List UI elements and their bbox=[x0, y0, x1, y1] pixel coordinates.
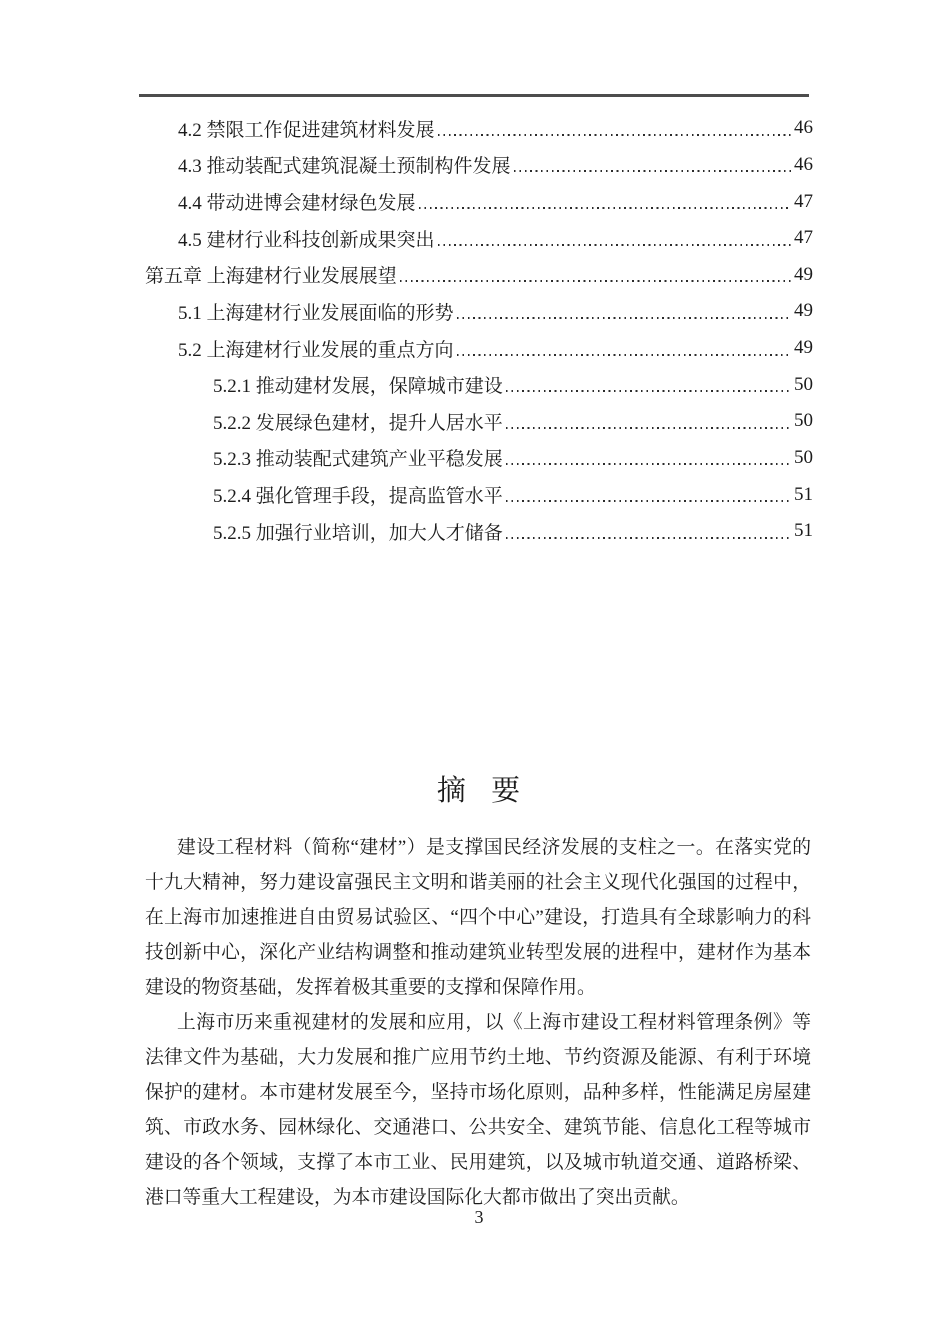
toc-entry[interactable] bbox=[145, 110, 813, 147]
toc-dot-leader bbox=[506, 537, 791, 539]
toc-entry-label: 4.3 推动装配式建筑混凝土预制构件发展 bbox=[178, 156, 511, 178]
paragraph-line: 技创新中心，深化产业结构调整和推动建筑业转型发展的进程中，建材作为基本 bbox=[145, 942, 811, 963]
toc-entry[interactable] bbox=[145, 366, 813, 403]
header-rule bbox=[139, 94, 809, 97]
toc-entry[interactable] bbox=[145, 513, 813, 550]
toc-entry[interactable] bbox=[145, 440, 813, 477]
toc-entry-label: 5.1 上海建材行业发展面临的形势 bbox=[178, 302, 454, 324]
table-of-contents bbox=[145, 110, 813, 550]
toc-entry[interactable] bbox=[145, 403, 813, 440]
toc-entry-page: 50 bbox=[794, 373, 813, 395]
toc-dot-leader bbox=[400, 280, 791, 282]
toc-dot-leader bbox=[506, 463, 791, 465]
toc-dot-leader bbox=[419, 207, 791, 209]
toc-entry-label: 5.2.5 加强行业培训，加大人才储备 bbox=[213, 522, 503, 544]
paragraph-line: 港口等重大工程建设，为本市建设国际化大都市做出了突出贡献。 bbox=[145, 1187, 690, 1208]
toc-entry-label: 5.2.4 强化管理手段，提高监管水平 bbox=[213, 486, 503, 508]
toc-entry-label: 5.2.1 推动建材发展，保障城市建设 bbox=[213, 376, 503, 398]
toc-entry-page: 51 bbox=[794, 483, 813, 505]
toc-entry-label: 5.2.3 推动装配式建筑产业平稳发展 bbox=[213, 449, 503, 471]
toc-dot-leader bbox=[514, 170, 791, 172]
toc-entry-label: 5.2.2 发展绿色建材，提升人居水平 bbox=[213, 412, 503, 434]
toc-entry-label: 5.2 上海建材行业发展的重点方向 bbox=[178, 339, 454, 361]
paragraph-line: 上海市历来重视建材的发展和应用，以《上海市建设工程材料管理条例》等 bbox=[177, 1012, 811, 1033]
paragraph-line: 保护的建材。本市建材发展至今，坚持市场化原则，品种多样，性能满足房屋建 bbox=[145, 1082, 811, 1103]
toc-entry-page: 47 bbox=[794, 227, 813, 249]
toc-entry-page: 50 bbox=[794, 446, 813, 468]
toc-dot-leader bbox=[457, 354, 791, 356]
toc-entry-label: 第五章 上海建材行业发展展望 bbox=[145, 266, 397, 288]
paragraph-line: 建设的各个领域，支撑了本市工业、民用建筑，以及城市轨道交通、道路桥梁、 bbox=[145, 1152, 811, 1173]
paragraph-line: 建设的物资基础，发挥着极其重要的支撑和保障作用。 bbox=[145, 977, 596, 998]
toc-entry[interactable] bbox=[145, 147, 813, 184]
toc-entry[interactable] bbox=[145, 476, 813, 513]
toc-dot-leader bbox=[438, 244, 791, 246]
toc-entry[interactable] bbox=[145, 257, 813, 294]
toc-entry[interactable] bbox=[145, 220, 813, 257]
toc-entry[interactable] bbox=[145, 293, 813, 330]
paragraph-line: 在上海市加速推进自由贸易试验区、“四个中心”建设，打造具有全球影响力的科 bbox=[145, 907, 811, 928]
toc-entry-page: 49 bbox=[794, 263, 813, 285]
toc-entry[interactable] bbox=[145, 183, 813, 220]
page-number: 3 bbox=[474, 1207, 484, 1227]
paragraph-line: 建设工程材料（简称“建材”）是支撑国民经济发展的支柱之一。在落实党的 bbox=[177, 837, 811, 858]
toc-entry-label: 4.2 禁限工作促进建筑材料发展 bbox=[178, 119, 435, 141]
toc-entry-page: 50 bbox=[794, 410, 813, 432]
toc-entry-page: 49 bbox=[794, 337, 813, 359]
abstract-paragraph bbox=[145, 1005, 811, 1215]
toc-entry-label: 4.4 带动进博会建材绿色发展 bbox=[178, 193, 416, 215]
toc-dot-leader bbox=[506, 427, 791, 429]
abstract-paragraph bbox=[145, 830, 811, 1005]
paragraph-line: 筑、市政水务、园林绿化、交通港口、公共安全、建筑节能、信息化工程等城市 bbox=[145, 1117, 811, 1138]
toc-dot-leader bbox=[506, 390, 791, 392]
toc-entry-page: 49 bbox=[794, 300, 813, 322]
toc-entry-page: 51 bbox=[794, 520, 813, 542]
paragraph-line: 法律文件为基础，大力发展和推广应用节约土地、节约资源及能源、有利于环境 bbox=[145, 1047, 811, 1068]
toc-dot-leader bbox=[438, 134, 791, 136]
abstract-heading: 摘 要 bbox=[436, 775, 522, 807]
toc-entry-page: 47 bbox=[794, 190, 813, 212]
toc-dot-leader bbox=[457, 317, 791, 319]
toc-entry-page: 46 bbox=[794, 153, 813, 175]
toc-dot-leader bbox=[506, 500, 791, 502]
abstract-body bbox=[145, 830, 811, 1215]
paragraph-line: 十九大精神，努力建设富强民主文明和谐美丽的社会主义现代化强国的过程中， bbox=[145, 872, 811, 893]
toc-entry-page: 46 bbox=[794, 117, 813, 139]
toc-entry-label: 4.5 建材行业科技创新成果突出 bbox=[178, 229, 435, 251]
toc-entry[interactable] bbox=[145, 330, 813, 367]
